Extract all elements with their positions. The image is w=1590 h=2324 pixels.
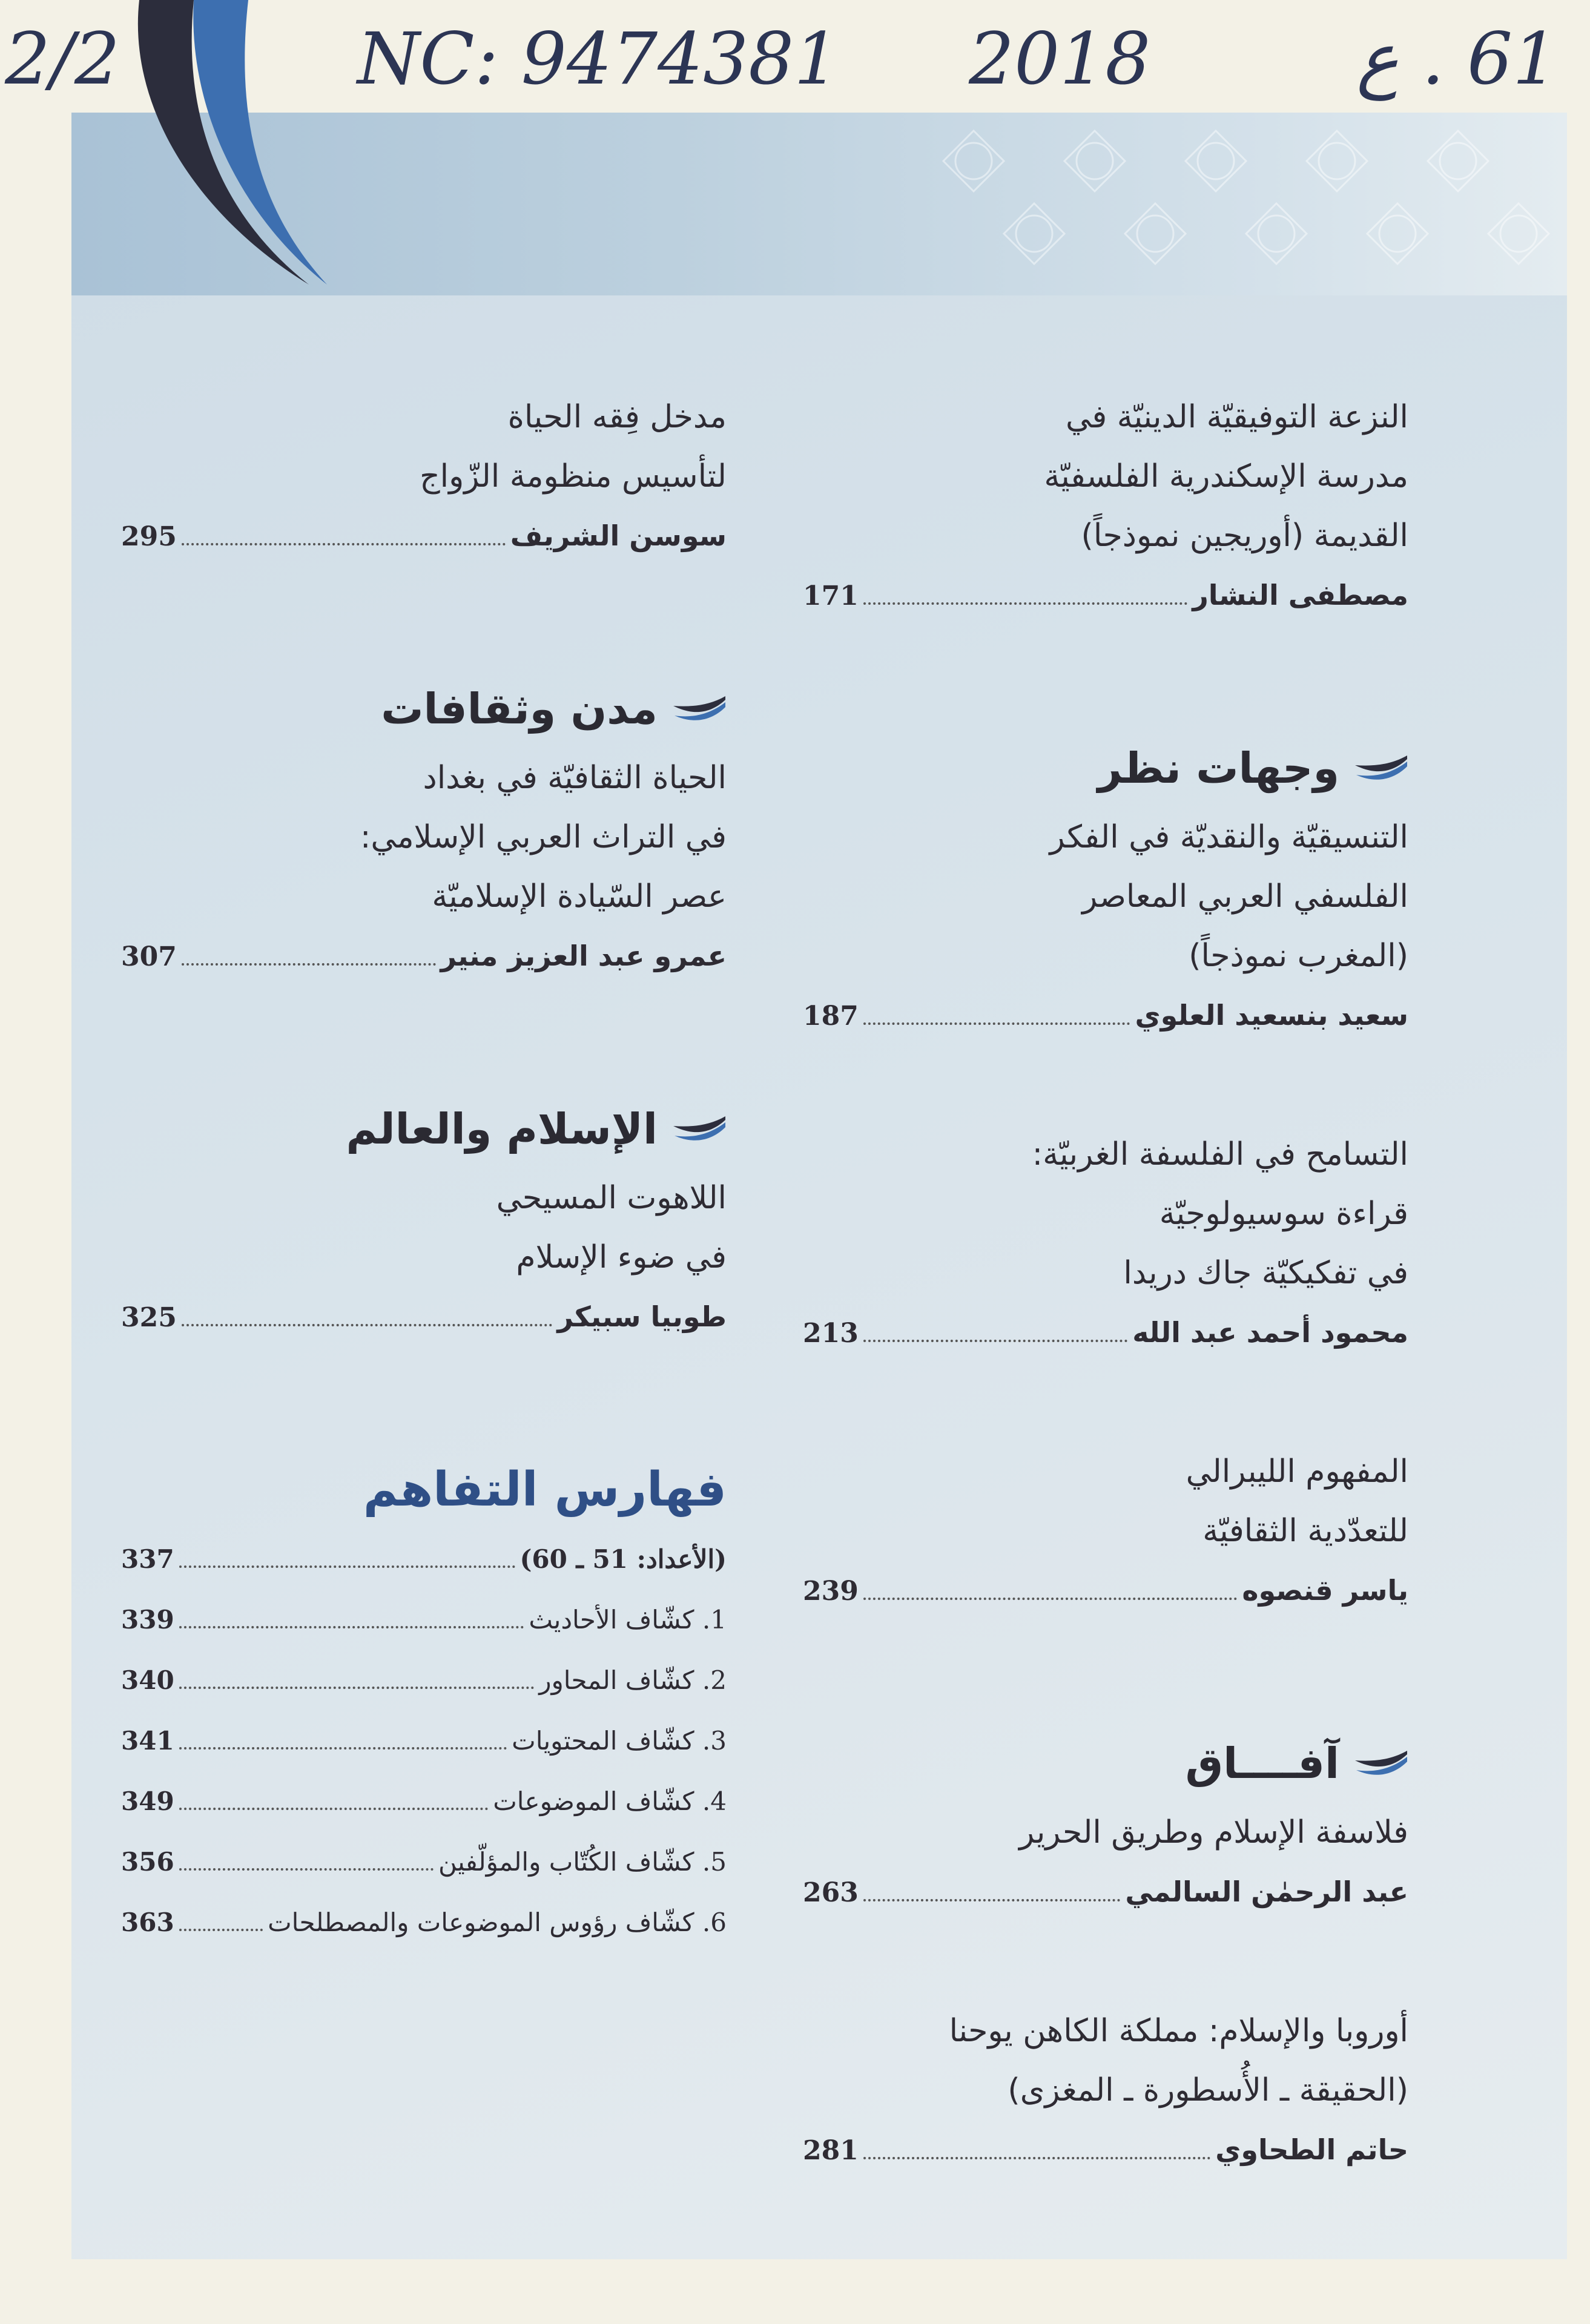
section-heading (803, 1724, 1408, 1803)
swoosh-icon (672, 1114, 727, 1144)
entry-title-line: لتأسيس منظومة الزّواج (420, 458, 727, 495)
toc-entry[interactable] (803, 2001, 1408, 2181)
geometric-pattern-icon (901, 113, 1567, 295)
index-label: 3. كشّاف المحتويات (512, 1726, 727, 1756)
leader-dots (863, 1340, 1127, 1342)
section-title: مدن وثقافات (381, 684, 658, 734)
leader-dots (179, 1747, 507, 1750)
index-page-number: 356 (121, 1847, 174, 1877)
entry-page-number: 239 (803, 1576, 859, 1607)
entry-page-number: 307 (121, 941, 177, 972)
entry-author: سعيد بنسعيد العلوي (1135, 999, 1408, 1032)
entry-author: ياسر قنصوه (1242, 1574, 1408, 1607)
entry-author: محمود أحمد عبد الله (1132, 1316, 1408, 1349)
leader-dots (863, 1899, 1121, 1901)
entry-author-row (121, 1287, 727, 1348)
entry-title-line: قراءة سوسيولوجيّة (1159, 1196, 1408, 1232)
index-page-number: 340 (121, 1665, 174, 1695)
index-label: 1. كشّاف الأحاديث (529, 1605, 727, 1634)
leader-dots (179, 1929, 263, 1931)
index-row[interactable] (121, 1650, 727, 1711)
swoosh-icon (672, 694, 727, 724)
entry-author-row (803, 986, 1408, 1046)
index-row[interactable] (121, 1832, 727, 1892)
entry-title-line: فلاسفة الإسلام وطريق الحرير (1019, 1814, 1408, 1851)
entry-page-number: 187 (803, 1001, 859, 1032)
index-page-number: 337 (121, 1544, 174, 1574)
leader-dots (182, 963, 436, 966)
entry-author-row (803, 1303, 1408, 1363)
entry-page-number: 213 (803, 1318, 859, 1349)
entry-title-line: الفلسفي العربي المعاصر (1082, 878, 1408, 915)
entry-author: سوسن الشريف (510, 519, 727, 552)
handwritten-accession-number: NC: 9474381 (357, 17, 840, 100)
leader-dots (863, 1598, 1238, 1600)
handwritten-year: 2018 (969, 17, 1151, 100)
entry-author: مصطفى النشار (1192, 579, 1408, 611)
handwritten-fraction: 2/2 (5, 17, 120, 100)
entry-author: حاتم الطحاوي (1215, 2133, 1408, 2166)
section-title: الإسلام والعالم (346, 1104, 658, 1154)
entry-page-number: 325 (121, 1302, 177, 1333)
section-heading (121, 670, 727, 748)
entry-title-line: في تفكيكيّة جاك دريدا (1123, 1255, 1408, 1291)
toc-entry[interactable] (803, 387, 1408, 626)
leader-dots (863, 602, 1187, 605)
index-label: 6. كشّاف رؤوس الموضوعات والمصطلحات (268, 1908, 727, 1937)
leader-dots (179, 1626, 524, 1628)
leader-dots (179, 1565, 515, 1568)
index-label: (الأعداد: 51 ـ 60) (520, 1544, 727, 1574)
toc-right-column (803, 387, 1408, 2181)
entry-page-number: 171 (803, 581, 859, 611)
index-label: 5. كشّاف الكُتّاب والمؤلّفين (438, 1847, 727, 1877)
entry-author: عبد الرحمٰن السالمي (1125, 1875, 1408, 1908)
toc-entry[interactable] (121, 387, 727, 567)
entry-author-row (121, 506, 727, 567)
index-page-number: 339 (121, 1605, 174, 1634)
entry-title-line: مدرسة الإسكندرية الفلسفيّة (1044, 458, 1408, 495)
entry-title-line: (الحقيقة ـ الأُسطورة ـ المغزى) (1008, 2072, 1408, 2108)
index-list (121, 1529, 727, 1953)
entry-page-number: 295 (121, 521, 177, 552)
index-page-number: 363 (121, 1908, 174, 1937)
entry-author-row (803, 1561, 1408, 1621)
entry-title-line: في التراث العربي الإسلامي: (360, 819, 727, 855)
entry-title-line: اللاهوت المسيحي (496, 1180, 727, 1216)
section-heading (121, 1090, 727, 1168)
index-label: 2. كشّاف المحاور (539, 1665, 727, 1695)
entry-author: طوبيا سبيكر (557, 1300, 727, 1333)
index-page-number: 341 (121, 1726, 174, 1756)
toc-entry[interactable] (803, 1442, 1408, 1621)
index-row[interactable] (121, 1711, 727, 1771)
entry-title-line: النزعة التوفيقيّة الدينيّة في (1066, 399, 1408, 435)
decorative-swoosh-icon (103, 0, 333, 291)
entry-title-line: أوروبا والإسلام: مملكة الكاهن يوحنا (949, 2013, 1408, 2049)
leader-dots (179, 1808, 489, 1810)
leader-dots (179, 1687, 535, 1689)
index-label: 4. كشّاف الموضوعات (493, 1786, 727, 1816)
toc-left-column (121, 387, 727, 1953)
entry-page-number: 281 (803, 2135, 859, 2166)
swoosh-icon (1354, 753, 1408, 783)
handwritten-shelf-mark: 61 . ع (1356, 17, 1559, 100)
entry-title-line: المفهوم الليبرالي (1186, 1453, 1408, 1490)
index-title: فهارس التفاهم (363, 1463, 727, 1517)
toc-entry[interactable] (803, 1803, 1408, 1923)
entry-title-line: التسامح في الفلسفة الغربيّة: (1032, 1136, 1408, 1173)
leader-dots (182, 543, 506, 545)
section-title: آفــــاق (1185, 1739, 1339, 1788)
entry-title-line: الحياة الثقافيّة في بغداد (423, 760, 727, 796)
entry-author-row (803, 565, 1408, 626)
toc-entry[interactable] (121, 1168, 727, 1348)
index-row[interactable] (121, 1771, 727, 1832)
entry-title-line: في ضوء الإسلام (516, 1239, 727, 1276)
swoosh-icon (1354, 1748, 1408, 1779)
index-row[interactable] (121, 1590, 727, 1650)
index-page-number: 349 (121, 1786, 174, 1816)
entry-title-line: التنسيقيّة والنقديّة في الفكر (1049, 819, 1408, 855)
leader-dots (179, 1868, 434, 1871)
entry-author-row (803, 2120, 1408, 2181)
index-row[interactable] (121, 1529, 727, 1590)
entry-title-line: عصر السّيادة الإسلاميّة (432, 878, 727, 915)
entry-author-row (803, 1862, 1408, 1923)
entry-page-number: 263 (803, 1877, 859, 1908)
leader-dots (863, 2157, 1210, 2159)
toc-entry[interactable] (803, 1125, 1408, 1363)
toc-entry[interactable] (121, 748, 727, 987)
index-row[interactable] (121, 1892, 727, 1953)
entry-title-line: للتعدّدية الثقافيّة (1202, 1513, 1408, 1549)
leader-dots (182, 1324, 552, 1326)
leader-dots (863, 1022, 1130, 1025)
section-title: وجهات نظر (1097, 743, 1339, 793)
section-heading (803, 729, 1408, 808)
toc-entry[interactable] (803, 808, 1408, 1046)
entry-author: عمرو عبد العزيز منير (440, 940, 727, 972)
entry-title-line: مدخل فِقه الحياة (507, 399, 727, 435)
entry-title-line: (المغرب نموذجاً) (1189, 938, 1408, 974)
entry-title-line: القديمة (أوريجين نموذجاً) (1081, 518, 1408, 554)
entry-author-row (121, 926, 727, 987)
